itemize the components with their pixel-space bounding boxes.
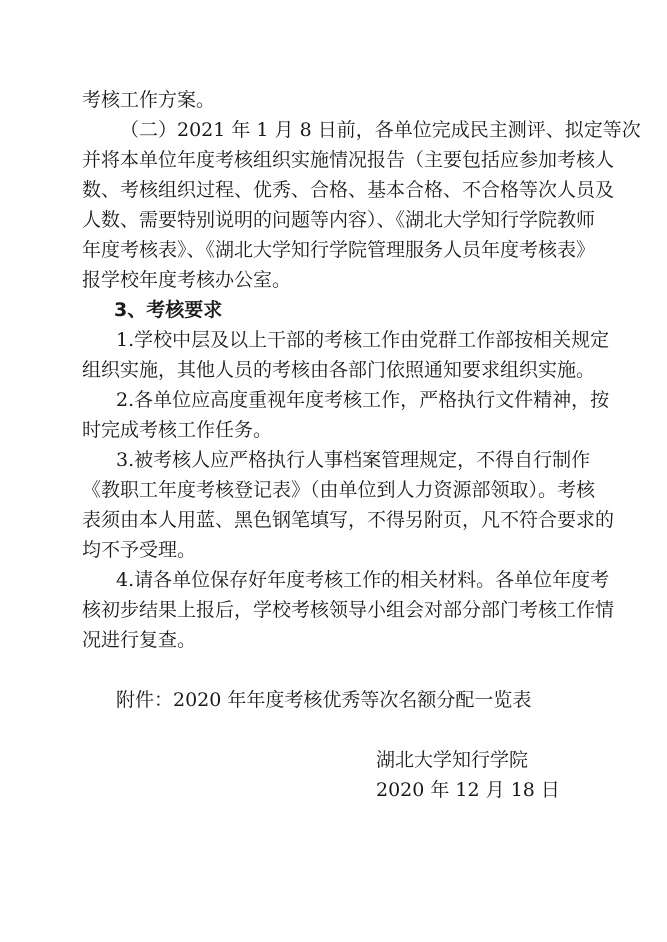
item-two-line: 时完成考核工作任务。 xyxy=(82,419,273,441)
para-two-line: 人数、需要特别说明的问题等内容）、《湖北大学知行学院教师 xyxy=(82,209,596,231)
para-two-line: 报学校年度考核办公室。 xyxy=(82,269,292,291)
attachment-note: 附件：2020 年年度考核优秀等次名额分配一览表 xyxy=(116,689,532,711)
item-four-line: 况进行复查。 xyxy=(82,629,197,651)
section-heading: 3、考核要求 xyxy=(114,299,223,321)
item-two-line: 2.各单位应高度重视年度考核工作，严格执行文件精神，按 xyxy=(116,389,610,411)
item-three-line: 表须由本人用蓝、黑色钢笔填写，不得另附页，凡不符合要求的 xyxy=(82,509,615,531)
para-two-line: 年度考核表》、《湖北大学知行学院管理服务人员年度考核表》 xyxy=(82,239,596,261)
item-three-line: 均不予受理。 xyxy=(82,539,197,561)
continuation-line: 考核工作方案。 xyxy=(82,89,216,111)
signature-organization: 湖北大学知行学院 xyxy=(376,749,529,771)
signature-date: 2020 年 12 月 18 日 xyxy=(376,779,560,801)
para-two-line: 并将本单位年度考核组织实施情况报告（主要包括应参加考核人 xyxy=(82,149,615,171)
item-three-line: 3.被考核人应严格执行人事档案管理规定，不得自行制作 xyxy=(116,449,591,471)
para-two-line: 数、考核组织过程、优秀、合格、基本合格、不合格等次人员及 xyxy=(82,179,615,201)
item-three-line: 《教职工年度考核登记表》（由单位到人力资源部领取）。考核 xyxy=(82,479,596,501)
item-one-line: 1.学校中层及以上干部的考核工作由党群工作部按相关规定 xyxy=(116,329,610,351)
item-four-line: 核初步结果上报后，学校考核领导小组会对部分部门考核工作情 xyxy=(82,599,615,621)
para-two-line: （二）2021 年 1 月 8 日前，各单位完成民主测评、拟定等次 xyxy=(120,119,641,141)
item-one-line: 组织实施，其他人员的考核由各部门依照通知要求组织实施。 xyxy=(82,359,596,381)
item-four-line: 4.请各单位保存好年度考核工作的相关材料。各单位年度考 xyxy=(116,569,610,591)
